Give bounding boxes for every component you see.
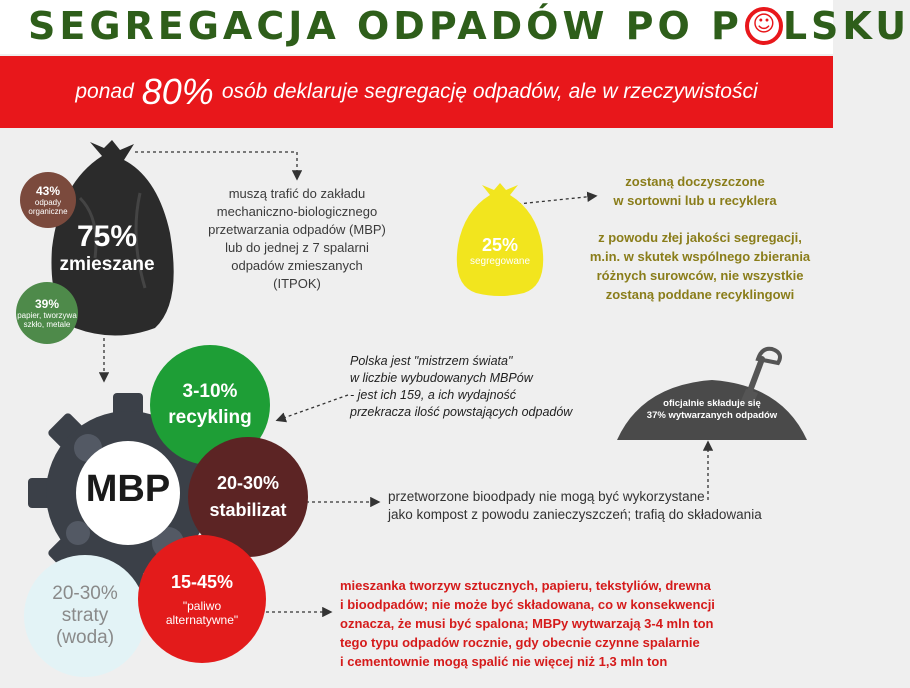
title-main: SEGREGACJA ODPADÓW PO P xyxy=(28,4,743,48)
champion-line: - jest ich 159, a ich wydajność xyxy=(350,388,517,402)
mixed-percent: 75% xyxy=(76,220,138,253)
recycling-percent: 3-10% xyxy=(182,381,238,402)
fuel-percent: 15-45% xyxy=(170,571,234,592)
segregated-percent: 25% xyxy=(481,235,519,255)
organic-label-1: odpady xyxy=(34,198,62,207)
mbp-line: lub do jednej z 7 spalarni xyxy=(225,240,369,255)
mbp-line: (ITPOK) xyxy=(273,276,321,291)
banner-percent: 80% xyxy=(141,71,214,112)
red-line: tego typu odpadów rocznie, gdy obecnie czynne spalarnie xyxy=(340,635,700,650)
banner-suffix: osób deklaruje segregację odpadów, ale w rzeczywistości xyxy=(221,80,758,103)
red-line: i bioodpadów; nie może być składowana, co w konsekwencji xyxy=(340,597,715,612)
organic-percent: 43% xyxy=(35,184,61,198)
red-line: mieszanka tworzyw sztucznych, papieru, tekstyliów, drewna xyxy=(340,578,711,593)
loss-label-2: (woda) xyxy=(55,627,115,648)
mbp-line: muszą trafić do zakładu xyxy=(228,186,366,201)
landfill-line-2: 37% wytwarzanych odpadów xyxy=(646,410,778,421)
organic-label-2: organiczne xyxy=(28,207,68,216)
bio-line: przetworzone bioodpady nie mogą być wykorzystane xyxy=(388,489,705,504)
bio-waste-text xyxy=(388,488,828,524)
champion-line: Polska jest "mistrzem świata" xyxy=(350,354,513,368)
mixed-label: zmieszane xyxy=(59,254,155,275)
mbp-description xyxy=(190,185,404,293)
fuel-circle xyxy=(138,535,266,663)
bio-line: jako kompost z powodu zanieczyszczeń; trafią do składowania xyxy=(388,507,762,522)
plastic-percent: 39% xyxy=(34,297,60,311)
cleaning-text xyxy=(590,172,800,210)
olive-line: zostaną poddane recyklingowi xyxy=(605,287,795,302)
segregated-label: segregowane xyxy=(469,256,531,267)
landfill-line-1: oficjalnie składuje się xyxy=(663,398,761,409)
olive-line: z powodu złej jakości segregacji, xyxy=(598,230,802,245)
champion-line: przekracza ilość powstających odpadów xyxy=(350,405,573,419)
banner-prefix: ponad xyxy=(75,80,134,103)
mbp-line: odpadów zmieszanych xyxy=(231,258,363,273)
fuel-label-1: "paliwo xyxy=(182,598,222,613)
champion-line: w liczbie wybudowanych MBPów xyxy=(350,371,533,385)
olive-line: m.in. w skutek wspólnego zbierania xyxy=(589,249,811,264)
stabilizat-label: stabilizat xyxy=(209,500,287,520)
olive-line: w sortowni lub u recyklera xyxy=(613,193,777,208)
mbp-line: mechaniczno-biologicznego xyxy=(216,204,378,219)
stabilizat-percent: 20-30% xyxy=(216,473,280,493)
olive-line: różnych surowców, nie wszystkie xyxy=(596,268,804,283)
fuel-label-2: alternatywne" xyxy=(165,612,239,627)
segregation-quality-text xyxy=(570,228,830,304)
loss-percent: 20-30% xyxy=(52,583,118,604)
mbp-line: przetwarzania odpadów (MBP) xyxy=(208,222,386,237)
plastic-label-2: szkło, metale xyxy=(23,320,71,329)
champion-text xyxy=(350,353,600,421)
loss-circle xyxy=(24,555,146,677)
smiley-icon: ☺ xyxy=(752,11,776,37)
landfill-shovel-icon xyxy=(612,345,812,445)
loss-label-1: straty xyxy=(61,605,109,626)
mbp-label: MBP xyxy=(85,468,171,510)
segregated-bag-label xyxy=(460,235,540,267)
landfill-label xyxy=(612,398,812,422)
plastic-label-1: papier, tworzywa xyxy=(17,311,77,320)
fuel-description-text xyxy=(340,576,810,671)
red-line: i cementownie mogą spalić nie więcej niż 1,3 mln ton xyxy=(340,654,668,669)
olive-line: zostaną doczyszczone xyxy=(625,174,765,189)
recycling-label: recykling xyxy=(168,407,252,428)
title-end: LSKU xyxy=(782,4,910,48)
red-line: oznacza, że musi być spalona; MBPy wytwarzają 3-4 mln ton xyxy=(340,616,714,631)
